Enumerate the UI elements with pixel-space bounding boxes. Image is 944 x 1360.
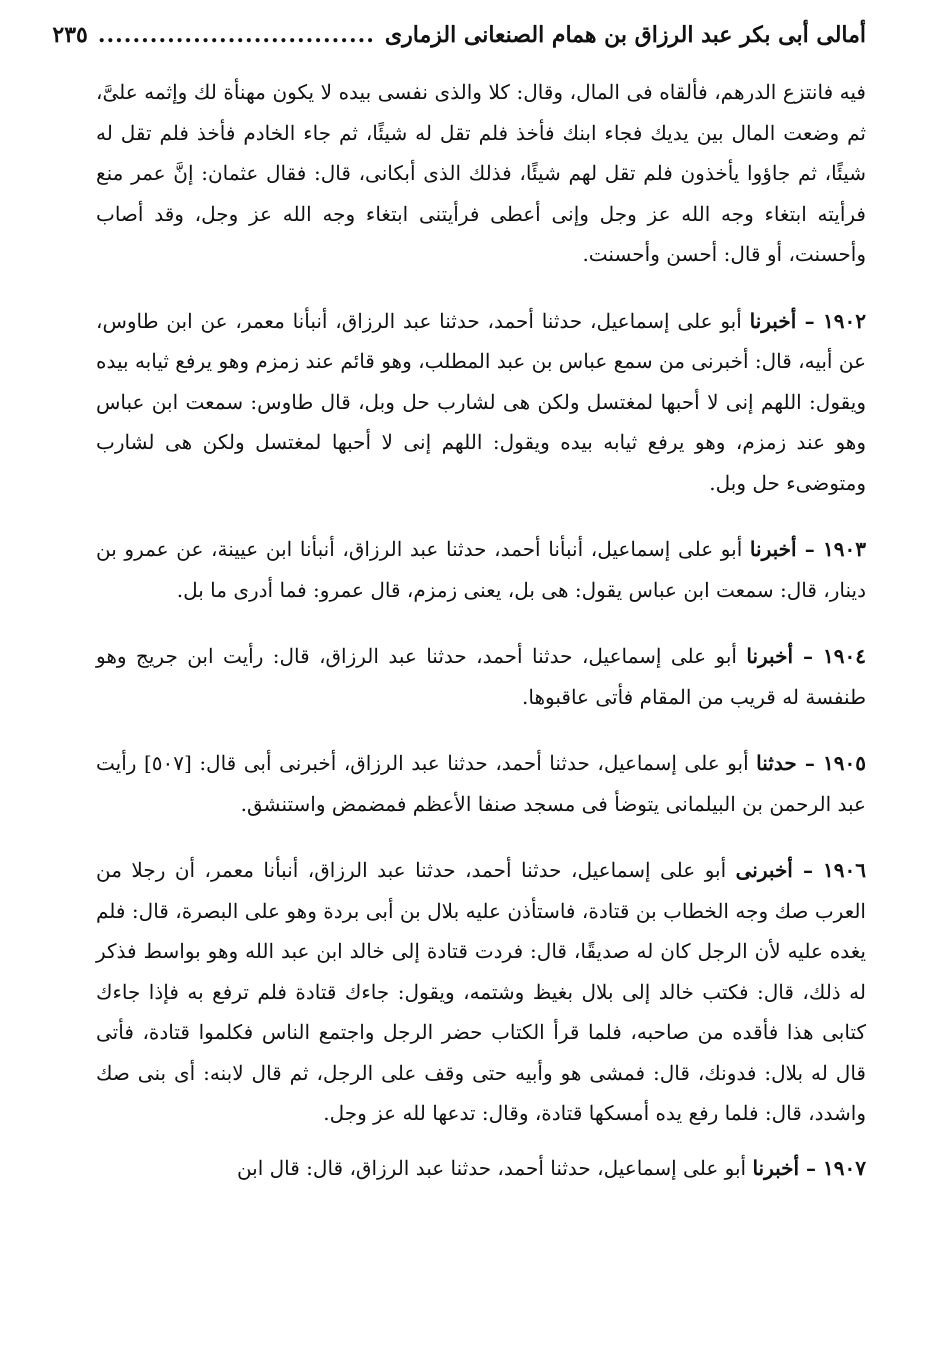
hadith-number: ١٩٠٦: [823, 858, 866, 882]
paragraph-gap: [96, 717, 866, 743]
hadith-number: ١٩٠٧: [823, 1155, 866, 1180]
hadith-1903: ١٩٠٣ – أخبرنا أبو على إسماعيل، أنبأنا أحمد، حدثنا عبد الرزاق، أنبأنا ابن عيينة، عن عمرو بن دينار، قال: سمعت ابن عباس يقول: هى بل، يعنى زمزم، قال عمرو: فما أدرى ما بل.: [96, 537, 866, 602]
header-leader-dots: ................................: [97, 22, 375, 48]
hadith-text: أبو على إسماعيل، حدثنا أحمد، حدثنا عبد الرزاق، قال: قال ابن: [236, 1155, 747, 1180]
book-page: [52, 22, 866, 1188]
hadith-1905: ١٩٠٥ – حدثنا أبو على إسماعيل، حدثنا أحمد، حدثنا عبد الرزاق، أخبرنى أبى قال: [٥٠٧] رأيت عبد الرحمن بن البيلمانى يتوضأ فى مسجد صنفا الأعظم فمضمض واستنشق.: [96, 751, 866, 816]
hadith-number: ١٩٠٥: [823, 751, 866, 775]
hadith-1904: ١٩٠٤ – أخبرنا أبو على إسماعيل، حدثنا أحمد، حدثنا عبد الرزاق، قال: رأيت ابن جريج وهو طنفسة له قريب من المقام فأتى عاقبوها.: [96, 644, 866, 709]
hadith-lead-word: أخبرنا: [749, 308, 797, 333]
hadith-text: أبو على إسماعيل، حدثنا أحمد، حدثنا عبد الرزاق، أنبأنا معمر، عن ابن طاوس، عن أبيه، قال: أخبرنى من سمع عباس بن عبد المطلب، وهو قائم عند زمزم وهو يرفع ثيابه بيده ويقول: اللهم إنى لا أحبها لمغتسل ولكن هى لشارب حل وبل، قال طاوس: سمعت ابن عباس وهو عند زمزم، وهو يرفع ثيابه بيده ويقول: اللهم إنى لا أحبها لمغتسل ولكن هى لشارب ومتوضىء حل وبل.: [96, 308, 866, 495]
paragraph-continuation: [96, 72, 866, 275]
hadith-text: أبو على إسماعيل، حدثنا أحمد، حدثنا عبد الرزاق، قال: رأيت ابن جريج وهو طنفسة له قريب من المقام فأتى عاقبوها.: [96, 644, 866, 709]
page-number: ٢٣٥: [52, 22, 88, 48]
paragraph-gap: [96, 1134, 866, 1148]
hadith-text: أبو على إسماعيل، حدثنا أحمد، حدثنا عبد الرزاق، أخبرنى أبى قال: [٥٠٧] رأيت عبد الرحمن بن البيلمانى يتوضأ فى مسجد صنفا الأعظم فمضمض واستنشق.: [96, 751, 866, 816]
hadith-lead-word: أخبرنى: [735, 858, 793, 882]
hadith-1906: ١٩٠٦ – أخبرنى أبو على إسماعيل، حدثنا أحمد، حدثنا عبد الرزاق، أنبأنا معمر، أن رجلا من العرب صك وجه الخطاب بن قتادة، فاستأذن عليه بلال بن أبى بردة وهو على البصرة، قال: فلم يغده عليه لأن الرجل كان له صديقًا، قال: فردت قتادة إلى خالد ابن عبد الله وهو بواسط فذكر له ذلك، قال: فكتب خالد إلى بلال بغيظ وشتمه، ويقول: جاءك قتادة فلم ترفع به فإذا جاءك كتابى هذا فأقده من صاحبه، فلما قرأ الكتاب حضر الرجل واجتمع الناس فكلموا قتادة، فأتى قال له بلال: فدونك، قال: فمشى هو وأبيه حتى وقف على الرجل، ثم قال لابنه: أى بنى صك واشدد، قال: فلما رفع يده أمسكها قتادة، وقال: تدعها لله عز وجل.: [96, 858, 866, 1125]
hadith-1902: ١٩٠٢ – أخبرنا أبو على إسماعيل، حدثنا أحمد، حدثنا عبد الرزاق، أنبأنا معمر، عن ابن طاوس، عن أبيه، قال: أخبرنى من سمع عباس بن عبد المطلب، وهو قائم عند زمزم وهو يرفع ثيابه بيده ويقول: اللهم إنى لا أحبها لمغتسل ولكن هى لشارب حل وبل، قال طاوس: سمعت ابن عباس وهو عند زمزم، وهو يرفع ثيابه بيده ويقول: اللهم إنى لا أحبها لمغتسل ولكن هى لشارب ومتوضىء حل وبل.: [96, 308, 866, 495]
paragraph-text: فيه فانتزع الدرهم، فألقاه فى المال، وقال: كلا والذى نفسى بيده لا يكون مهنأة لك وإثمه علىَّ، ثم وضعت المال بين يديك فجاء ابنك فأخذ فلم تقل له شيئًا، ثم جاء الخادم فأخذ فلم تقل له شيئًا، ثم جاؤوا يأخذون فلم تقل لهم شيئًا، فذلك الذى أبكانى، قال: فقال عثمان: إنَّ عمر منع فرأيته ابتغاء وجه الله عز وجل وإنى أعطى فرأيتنى ابتغاء وجه الله عز وجل، وقد أصاب وأحسنت، أو قال: أحسن وأحسنت.: [96, 80, 866, 266]
header-title: أمالى أبى بكر عبد الرزاق بن همام الصنعانى الزمارى: [384, 22, 866, 48]
hadith-lead-word: أخبرنا: [749, 537, 797, 561]
paragraph-gap: [96, 275, 866, 301]
running-header: [52, 22, 866, 72]
paragraph-gap: [96, 824, 866, 850]
hadith-lead-word: أخبرنا: [746, 644, 794, 668]
hadith-text: أبو على إسماعيل، حدثنا أحمد، حدثنا عبد الرزاق، أنبأنا معمر، أن رجلا من العرب صك وجه الخطاب بن قتادة، فاستأذن عليه بلال بن أبى بردة وهو على البصرة، قال: فلم يغده عليه لأن الرجل كان له صديقًا، قال: فردت قتادة إلى خالد ابن عبد الله وهو بواسط فذكر له ذلك، قال: فكتب خالد إلى بلال بغيظ وشتمه، ويقول: جاءك قتادة فلم ترفع به فإذا جاءك كتابى هذا فأقده من صاحبه، فلما قرأ الكتاب حضر الرجل واجتمع الناس فكلموا قتادة، فأتى قال له بلال: فدونك، قال: فمشى هو وأبيه حتى وقف على الرجل، ثم قال لابنه: أى بنى صك واشدد، قال: فلما رفع يده أمسكها قتادة، وقال: تدعها لله عز وجل.: [96, 858, 866, 1125]
hadith-lead-word: أخبرنا: [752, 1155, 800, 1180]
hadith-number: ١٩٠٢: [823, 308, 866, 333]
paragraph-gap: [96, 610, 866, 636]
hadith-number: ١٩٠٣: [823, 537, 866, 561]
hadith-text: أبو على إسماعيل، أنبأنا أحمد، حدثنا عبد الرزاق، أنبأنا ابن عيينة، عن عمرو بن دينار، قال: سمعت ابن عباس يقول: هى بل، يعنى زمزم، قال عمرو: فما أدرى ما بل.: [96, 537, 866, 602]
paragraph-gap: [96, 503, 866, 529]
hadith-lead-word: حدثنا: [756, 751, 797, 775]
hadith-number: ١٩٠٤: [823, 644, 866, 668]
hadith-1907: ١٩٠٧ – أخبرنا أبو على إسماعيل، حدثنا أحمد، حدثنا عبد الرزاق، قال: قال ابن: [236, 1155, 866, 1180]
